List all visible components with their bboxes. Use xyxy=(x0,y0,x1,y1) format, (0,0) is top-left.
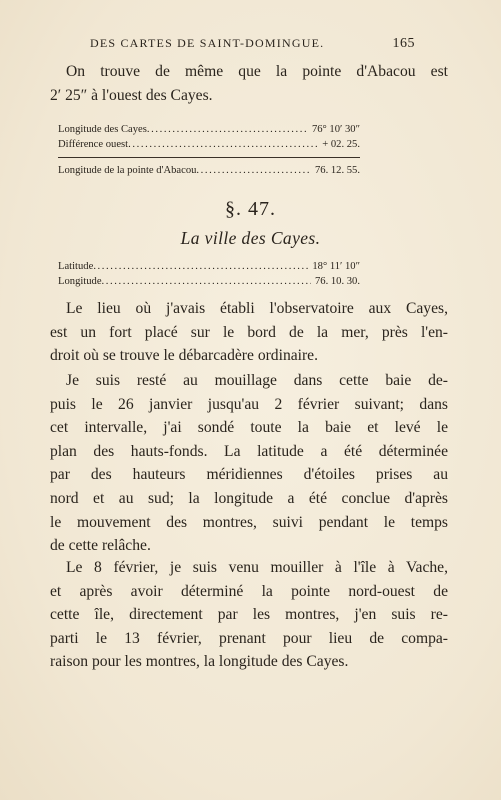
text-line: 2′ 25″ à l'ouest des Cayes. xyxy=(50,86,213,104)
text-line: par des hauteurs méridiennes d'étoiles prises au xyxy=(50,466,448,484)
page-number: 165 xyxy=(392,36,415,51)
paragraph-ile-a-vache xyxy=(50,556,448,674)
text-line: cet intervalle, j'ai sondé toute la baie et levé le xyxy=(50,419,448,437)
row-value: 76° 10′ 30″ xyxy=(311,124,360,135)
row-value: 76. 10. 30. xyxy=(314,275,360,287)
text-line: nord et au sud; la longitude a été conclue d'après xyxy=(50,489,448,507)
text-line: droit où se trouve le débarcadère ordinaire. xyxy=(50,347,319,365)
row-label: Différence ouest xyxy=(58,138,129,150)
text-line: de cette relâche. xyxy=(50,537,151,555)
text-line: Je suis resté au mouillage dans cette baie de- xyxy=(66,372,448,389)
text-line: raison pour les montres, la longitude des Cayes. xyxy=(50,653,349,671)
text-line: parti le 13 février, prenant pour lieu de compa- xyxy=(50,629,448,647)
section-title: La ville des Cayes. xyxy=(180,228,321,248)
section-number: §. 47. xyxy=(225,198,276,220)
text-line: puis le 26 janvier jusqu'au 2 février suivant; dans xyxy=(50,395,448,413)
table-row xyxy=(58,123,360,138)
abacou-calculation-table xyxy=(58,123,360,152)
leader-dots xyxy=(102,275,311,290)
row-label: Longitude xyxy=(58,275,102,287)
running-title: DES CARTES DE SAINT-DOMINGUE. xyxy=(90,36,325,50)
text-line: plan des hauts-fonds. La latitude a été déterminée xyxy=(50,442,448,460)
paragraph-anchorage xyxy=(50,369,448,558)
text-line: On trouve de même que la pointe d'Abacou est xyxy=(66,63,448,80)
row-value: + 02. 25. xyxy=(322,138,360,150)
leader-dots xyxy=(196,164,311,179)
leader-dots xyxy=(128,138,318,153)
abacou-total xyxy=(58,164,360,179)
row-value: 18° 11′ 10″ xyxy=(312,261,360,272)
cayes-coordinates-table xyxy=(58,260,360,289)
text-line: et après avoir déterminé la pointe nord-ouest de xyxy=(50,582,448,600)
text-line: Le 8 février, je suis venu mouiller à l'île à Vache, xyxy=(66,559,448,576)
table-row xyxy=(58,275,360,290)
running-header xyxy=(90,36,415,52)
row-label: Latitude xyxy=(58,261,94,272)
text-line: Le lieu où j'avais établi l'observatoire aux Cayes, xyxy=(66,300,448,317)
row-label: Longitude des Cayes xyxy=(58,124,147,135)
text-line: est un fort placé sur le bord de la mer, près l'en- xyxy=(50,323,448,341)
sum-rule xyxy=(58,157,360,158)
text-line: le mouvement des montres, suivi pendant le temps xyxy=(50,513,448,531)
leader-dots xyxy=(93,260,308,275)
intro-paragraph xyxy=(50,60,448,107)
table-row xyxy=(58,138,360,153)
text-line: cette île, directement par les montres, j'en suis re- xyxy=(50,606,448,624)
row-label: Longitude de la pointe d'Abacou xyxy=(58,165,197,176)
table-row xyxy=(58,164,360,179)
leader-dots xyxy=(147,123,308,138)
row-value: 76. 12. 55. xyxy=(314,165,360,176)
paragraph-observatory xyxy=(50,297,448,368)
table-row xyxy=(58,260,360,275)
